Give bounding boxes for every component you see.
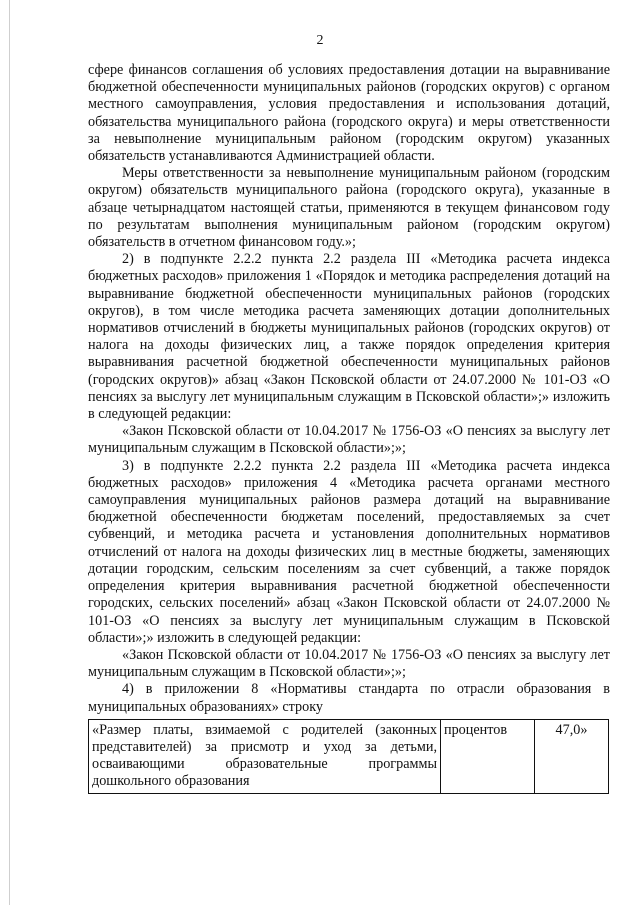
paragraph-item-3-new-text: «Закон Псковской области от 10.04.2017 № 1756-ОЗ «О пенсиях за выслугу лет муниципальным служащим в Псковской области»;»;: [88, 646, 610, 681]
table-row: [89, 719, 609, 793]
page-number: 2: [316, 33, 324, 48]
row-name-cell: «Размер платы, взимаемой с родителей (законных представителей) за присмотр и уход за детьми, осваивающими образовательные программы дошкольного образования: [89, 719, 441, 793]
paragraph-continuation: сфере финансов соглашения об условиях предоставления дотации на выравнивание бюджетной обеспеченности муниципальных районов (городских округов) с органом местного самоуправления, условия предоставления и использования дотаций, обязательства муниципального района (городского округа) и меры ответственности за невыполнение муниципальным районом (городским округом) указанных обязательств устанавливаются Администрацией области.: [88, 62, 610, 165]
paragraph-item-2: 2) в подпункте 2.2.2 пункта 2.2 раздела III «Методика расчета индекса бюджетных расходов» приложения 1 «Порядок и методика распределения дотаций на выравнивание бюджетной обеспеченности муниципальных районов (городских округов), в том числе методика расчета заменяющих дотации дополнительных нормативов отчислений в бюджеты муниципальных районов (городских округов) от налога на доходы физических лиц, а также порядок определения критерия выравнивания расчетной бюджетной обеспеченности муниципальных районов (городских округов)» абзац «Закон Псковской области от 24.07.2000 № 101-ОЗ «О пенсиях за выслугу лет муниципальным служащим в Псковской области»;» изложить в следующей редакции:: [88, 251, 610, 423]
paragraph-item-2-new-text: «Закон Псковской области от 10.04.2017 № 1756-ОЗ «О пенсиях за выслугу лет муниципальным служащим в Псковской области»;»;: [88, 423, 610, 457]
paragraph-responsibility: Меры ответственности за невыполнение муниципальным районом (городским округом) обязательств муниципального района (городского округа), указанные в абзаце четырнадцатом настоящей статьи, применяются в текущем финансовом году по результатам выполнения муниципальным районом (городским округом) обязательств в отчетном финансовом году.»;: [88, 165, 610, 251]
document-body: [88, 62, 610, 794]
row-value-cell: 47,0»: [535, 719, 609, 793]
paragraph-item-4: 4) в приложении 8 «Нормативы стандарта по отрасли образования в муниципальных образованиях» строку: [88, 681, 610, 715]
paragraph-item-3: 3) в подпункте 2.2.2 пункта 2.2 раздела III «Методика расчета индекса бюджетных расходов» приложения 4 «Методика расчета органами местного самоуправления муниципальных районов размера дотаций на выравнивание бюджетной обеспеченности бюджетам поселений, предоставляемых за счет субвенций, и методика расчета и установления дополнительных нормативов отчислений от налога на доходы физических лиц в местные бюджеты, заменяющих дотации городским, сельским поселениям за счет субвенций, а также порядок определения критерия выравнивания расчетной бюджетной обеспеченности городских, сельских поселений» абзац «Закон Псковской области от 24.07.2000 № 101-ОЗ «О пенсиях за выслугу лет муниципальным служащим в Псковской области»;» изложить в следующей редакции:: [88, 457, 610, 646]
page-edge-line: [9, 0, 10, 905]
norm-table: [88, 719, 609, 794]
row-unit-cell: процентов: [441, 719, 535, 793]
